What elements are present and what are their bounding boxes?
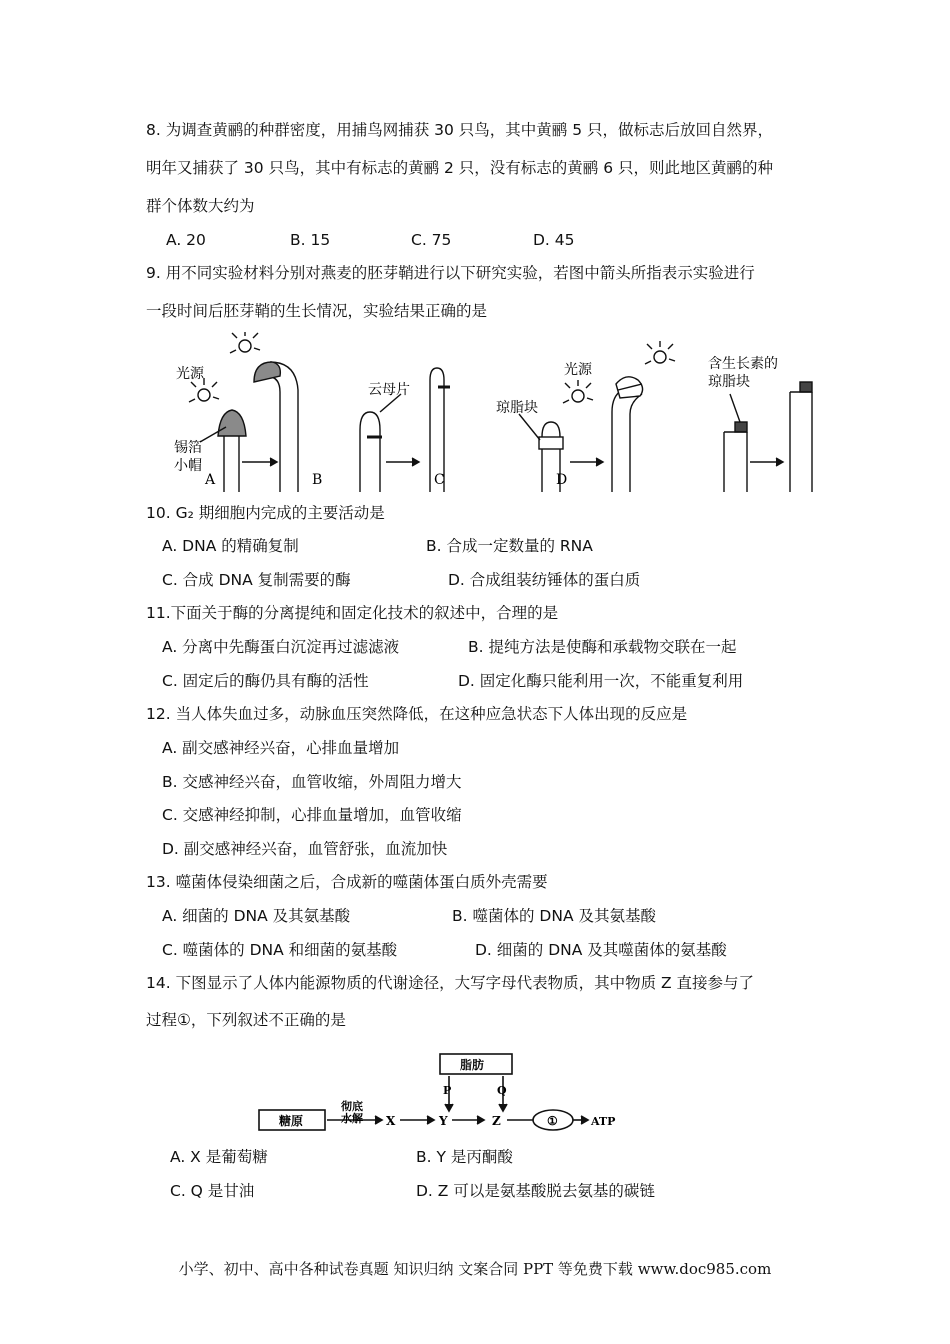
coleoptile-experiment-figure	[160, 332, 820, 498]
q10-option-a: A. DNA 的精确复制	[162, 537, 299, 555]
q10-option-b: B. 合成一定数量的 RNA	[426, 537, 593, 555]
label-light-source-d: 光源	[564, 362, 592, 378]
node-p: P	[443, 1084, 452, 1097]
label-foil-cap-1: 锡箔	[174, 440, 202, 456]
q11-stem: 11.下面关于酶的分离提纯和固定化技术的叙述中，合理的是	[146, 604, 559, 622]
label-option-d: D	[556, 472, 568, 488]
q8-option-a: A. 20	[166, 231, 206, 249]
q8-option-c: C. 75	[411, 231, 452, 249]
fat-label: 脂肪	[460, 1058, 485, 1072]
foil-cap-icon	[218, 410, 246, 436]
label-agar-block: 琼脂块	[496, 400, 538, 416]
light-source-d2-icon	[645, 341, 675, 364]
q14-option-b: B. Y 是丙酮酸	[416, 1148, 513, 1166]
label-light-source-a: 光源	[176, 366, 204, 382]
light-source-b-icon	[230, 332, 260, 353]
q10-option-d: D. 合成组装纺锤体的蛋白质	[448, 571, 641, 589]
label-auxin-agar-2: 琼脂块	[708, 374, 750, 390]
label-option-c: C	[434, 472, 445, 488]
label-auxin-agar-1: 含生长素的	[708, 356, 778, 372]
q12-option-b: B. 交感神经兴奋，血管收缩，外周阻力增大	[162, 773, 462, 791]
label-foil-cap-2: 小帽	[174, 458, 202, 474]
q12-option-a: A. 副交感神经兴奋，心排血量增加	[162, 739, 400, 757]
node-y: Y	[439, 1114, 448, 1128]
hydrolysis-label-1: 彻底	[341, 1100, 363, 1113]
q8-option-d: D. 45	[533, 231, 575, 249]
glycogen-label: 糖原	[279, 1114, 304, 1128]
q13-option-a: A. 细菌的 DNA 及其氨基酸	[162, 907, 351, 925]
atp-label: ATP	[591, 1115, 616, 1128]
label-option-a: A	[205, 472, 216, 488]
q14-option-c: C. Q 是甘油	[170, 1182, 255, 1200]
q13-stem: 13. 噬菌体侵染细菌之后，合成新的噬菌体蛋白质外壳需要	[146, 873, 548, 891]
q12-stem: 12. 当人体失血过多，动脉血压突然降低，在这种应急状态下人体出现的反应是	[146, 705, 688, 723]
q14-stem-line-2: 过程①，下列叙述不正确的是	[146, 1011, 346, 1029]
q10-stem: 10. G₂ 期细胞内完成的主要活动是	[146, 504, 385, 522]
q14-option-a: A. X 是葡萄糖	[170, 1148, 268, 1166]
label-mica: 云母片	[368, 382, 410, 398]
q14-option-d: D. Z 可以是氨基酸脱去氨基的碳链	[416, 1182, 655, 1200]
q13-option-c: C. 噬菌体的 DNA 和细菌的氨基酸	[162, 941, 398, 959]
q8-stem-line-3: 群个体数大约为	[146, 197, 255, 215]
q8-stem-line-2: 明年又捕获了 30 只鸟，其中有标志的黄鹂 2 只，没有标志的黄鹂 6 只，则此地区黄鹂的种	[146, 159, 774, 177]
light-source-d-icon	[563, 380, 593, 403]
q12-option-d: D. 副交感神经兴奋，血管舒张，血流加快	[162, 840, 448, 858]
label-option-b: B	[312, 472, 323, 488]
q9-stem-line-2: 一段时间后胚芽鞘的生长情况，实验结果正确的是	[146, 302, 488, 320]
q8-stem-line-1: 8. 为调查黄鹂的种群密度，用捕鸟网捕获 30 只鸟，其中黄鹂 5 只，做标志后放回自然界，	[146, 121, 774, 139]
q13-option-d: D. 细菌的 DNA 及其噬菌体的氨基酸	[475, 941, 727, 959]
q13-option-b: B. 噬菌体的 DNA 及其氨基酸	[452, 907, 656, 925]
q11-option-d: D. 固定化酶只能利用一次，不能重复利用	[458, 672, 744, 690]
node-q: Q	[497, 1084, 507, 1097]
process-label: ①	[547, 1114, 558, 1128]
q11-option-b: B. 提纯方法是使酶和承载物交联在一起	[468, 638, 737, 656]
q9-stem-line-1: 9. 用不同实验材料分别对燕麦的胚芽鞘进行以下研究实验，若图中箭头所指表示实验进行	[146, 264, 755, 282]
q12-option-c: C. 交感神经抑制，心排血量增加，血管收缩	[162, 806, 462, 824]
q14-stem-line-1: 14. 下图显示了人体内能源物质的代谢途径，大写字母代表物质，其中物质 Z 直接参与了	[146, 974, 755, 992]
node-z: Z	[492, 1114, 501, 1128]
page-footer: 小学、初中、高中各种试卷真题 知识归纳 文案合同 PPT 等免费下载 www.doc985.com	[178, 1260, 772, 1278]
node-x: X	[386, 1114, 396, 1128]
energy-metabolism-diagram	[255, 1048, 625, 1134]
q11-option-c: C. 固定后的酶仍具有酶的活性	[162, 672, 369, 690]
q8-option-b: B. 15	[290, 231, 331, 249]
q11-option-a: A. 分离中先酶蛋白沉淀再过滤滤液	[162, 638, 400, 656]
q10-option-c: C. 合成 DNA 复制需要的酶	[162, 571, 351, 589]
hydrolysis-label-2: 水解	[341, 1112, 363, 1125]
